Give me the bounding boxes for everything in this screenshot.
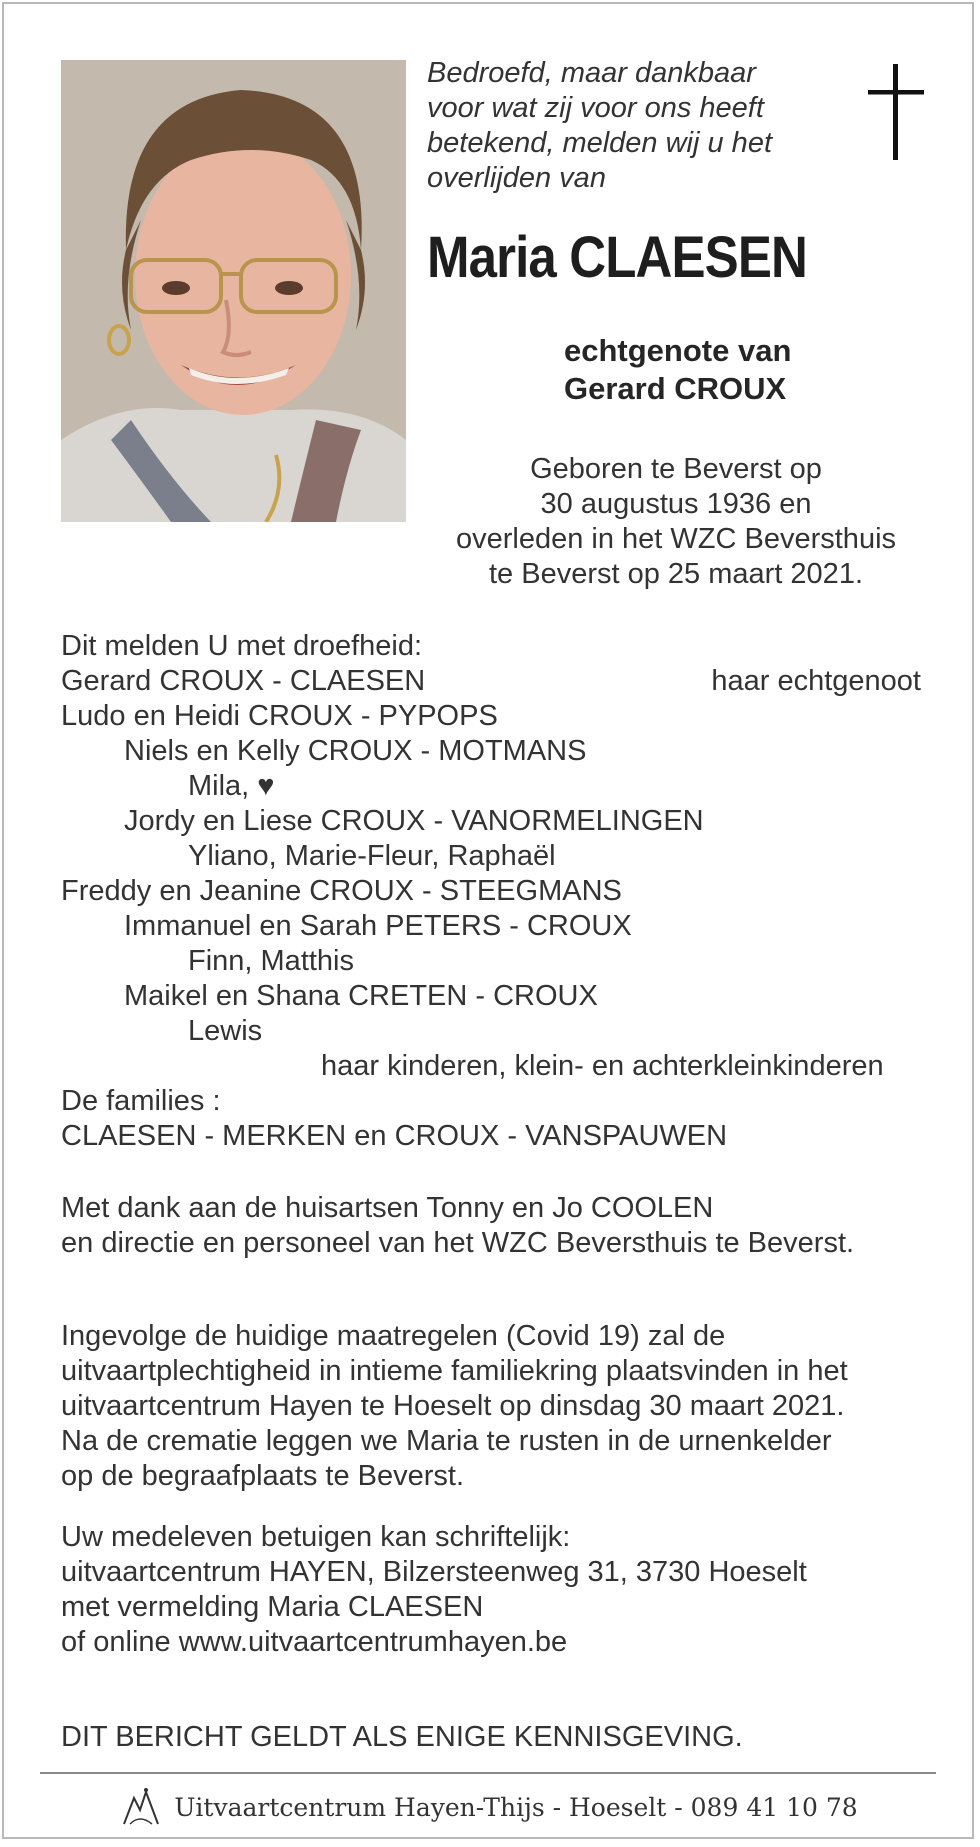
family-line [61, 664, 922, 699]
family-member: Gerard CROUX - CLAESEN [61, 665, 426, 697]
condolences-text [61, 1520, 922, 1660]
ceremony-line: op de begraafplaats te Beverst. [61, 1460, 465, 1492]
family-line: Lewis [188, 1015, 263, 1047]
funeral-home-logo-icon [118, 1784, 164, 1830]
intro-line: betekend, melden wij u het [427, 127, 772, 159]
family-line: Niels en Kelly CROUX - MOTMANS [124, 735, 587, 767]
thanks-line: en directie en personeel van het WZC Beversthuis te Beverst. [61, 1227, 855, 1259]
relation-note: haar kinderen, klein- en achterkleinkinderen [321, 1050, 884, 1082]
spouse-info [564, 332, 792, 408]
family-line: Freddy en Jeanine CROUX - STEEGMANS [61, 875, 622, 907]
relation-note: haar echtgenoot [711, 665, 921, 697]
spouse-line: Gerard CROUX [564, 371, 787, 406]
footer-text: Uitvaartcentrum Hayen-Thijs - Hoeselt - 089 41 10 78 [174, 1792, 858, 1822]
family-heading: Dit melden U met droefheid: [61, 630, 423, 662]
intro-line: Bedroefd, maar dankbaar [427, 57, 756, 89]
birth-line: te Beverst op 25 maart 2021. [489, 558, 863, 590]
thanks-text [61, 1191, 922, 1261]
intro-line: voor wat zij voor ons heeft [427, 92, 764, 124]
deceased-name: Maria CLAESEN [427, 225, 807, 290]
intro-line: overlijden van [427, 162, 606, 194]
birth-death-info [436, 452, 916, 592]
footer [4, 1784, 972, 1830]
family-line: Mila, ♥ [188, 770, 275, 802]
birth-line: overleden in het WZC Beversthuis [455, 523, 897, 555]
birth-line: 30 augustus 1936 en [540, 488, 812, 520]
family-line: Ludo en Heidi CROUX - PYPOPS [61, 700, 498, 732]
ceremony-line: Ingevolge de huidige maatregelen (Covid 19) zal de [61, 1320, 726, 1352]
footer-divider [40, 1772, 936, 1774]
family-line: Finn, Matthis [188, 945, 354, 977]
family-line [61, 1049, 922, 1084]
condolences-line: Uw medeleven betuigen kan schriftelijk: [61, 1521, 571, 1553]
notice-line: DIT BERICHT GELDT ALS ENIGE KENNISGEVING. [61, 1721, 743, 1753]
family-line: Yliano, Marie-Fleur, Raphaël [188, 840, 556, 872]
family-line: Jordy en Liese CROUX - VANORMELINGEN [124, 805, 704, 837]
spouse-line: echtgenote van [564, 333, 792, 368]
thanks-line: Met dank aan de huisartsen Tonny en Jo COOLEN [61, 1192, 714, 1224]
obituary-card [2, 2, 974, 1839]
intro-text [427, 56, 772, 196]
notice-text [61, 1720, 922, 1755]
ceremony-line: Na de crematie leggen we Maria te rusten in de urnenkelder [61, 1425, 832, 1457]
family-list [61, 629, 922, 1154]
portrait-photo [61, 60, 406, 522]
cross-icon [866, 62, 926, 162]
condolences-line: met vermelding Maria CLAESEN [61, 1591, 484, 1623]
family-line: De families : [61, 1085, 221, 1117]
ceremony-line: uitvaartcentrum Hayen te Hoeselt op dinsdag 30 maart 2021. [61, 1390, 845, 1422]
ceremony-line: uitvaartplechtigheid in intieme familiekring plaatsvinden in het [61, 1355, 848, 1387]
ceremony-text [61, 1319, 922, 1494]
family-line: CLAESEN - MERKEN en CROUX - VANSPAUWEN [61, 1120, 728, 1152]
family-line: Maikel en Shana CRETEN - CROUX [124, 980, 598, 1012]
condolences-line: of online www.uitvaartcentrumhayen.be [61, 1626, 568, 1658]
birth-line: Geboren te Beverst op [530, 453, 822, 485]
condolences-line: uitvaartcentrum HAYEN, Bilzersteenweg 31, 3730 Hoeselt [61, 1556, 807, 1588]
family-line: Immanuel en Sarah PETERS - CROUX [124, 910, 632, 942]
